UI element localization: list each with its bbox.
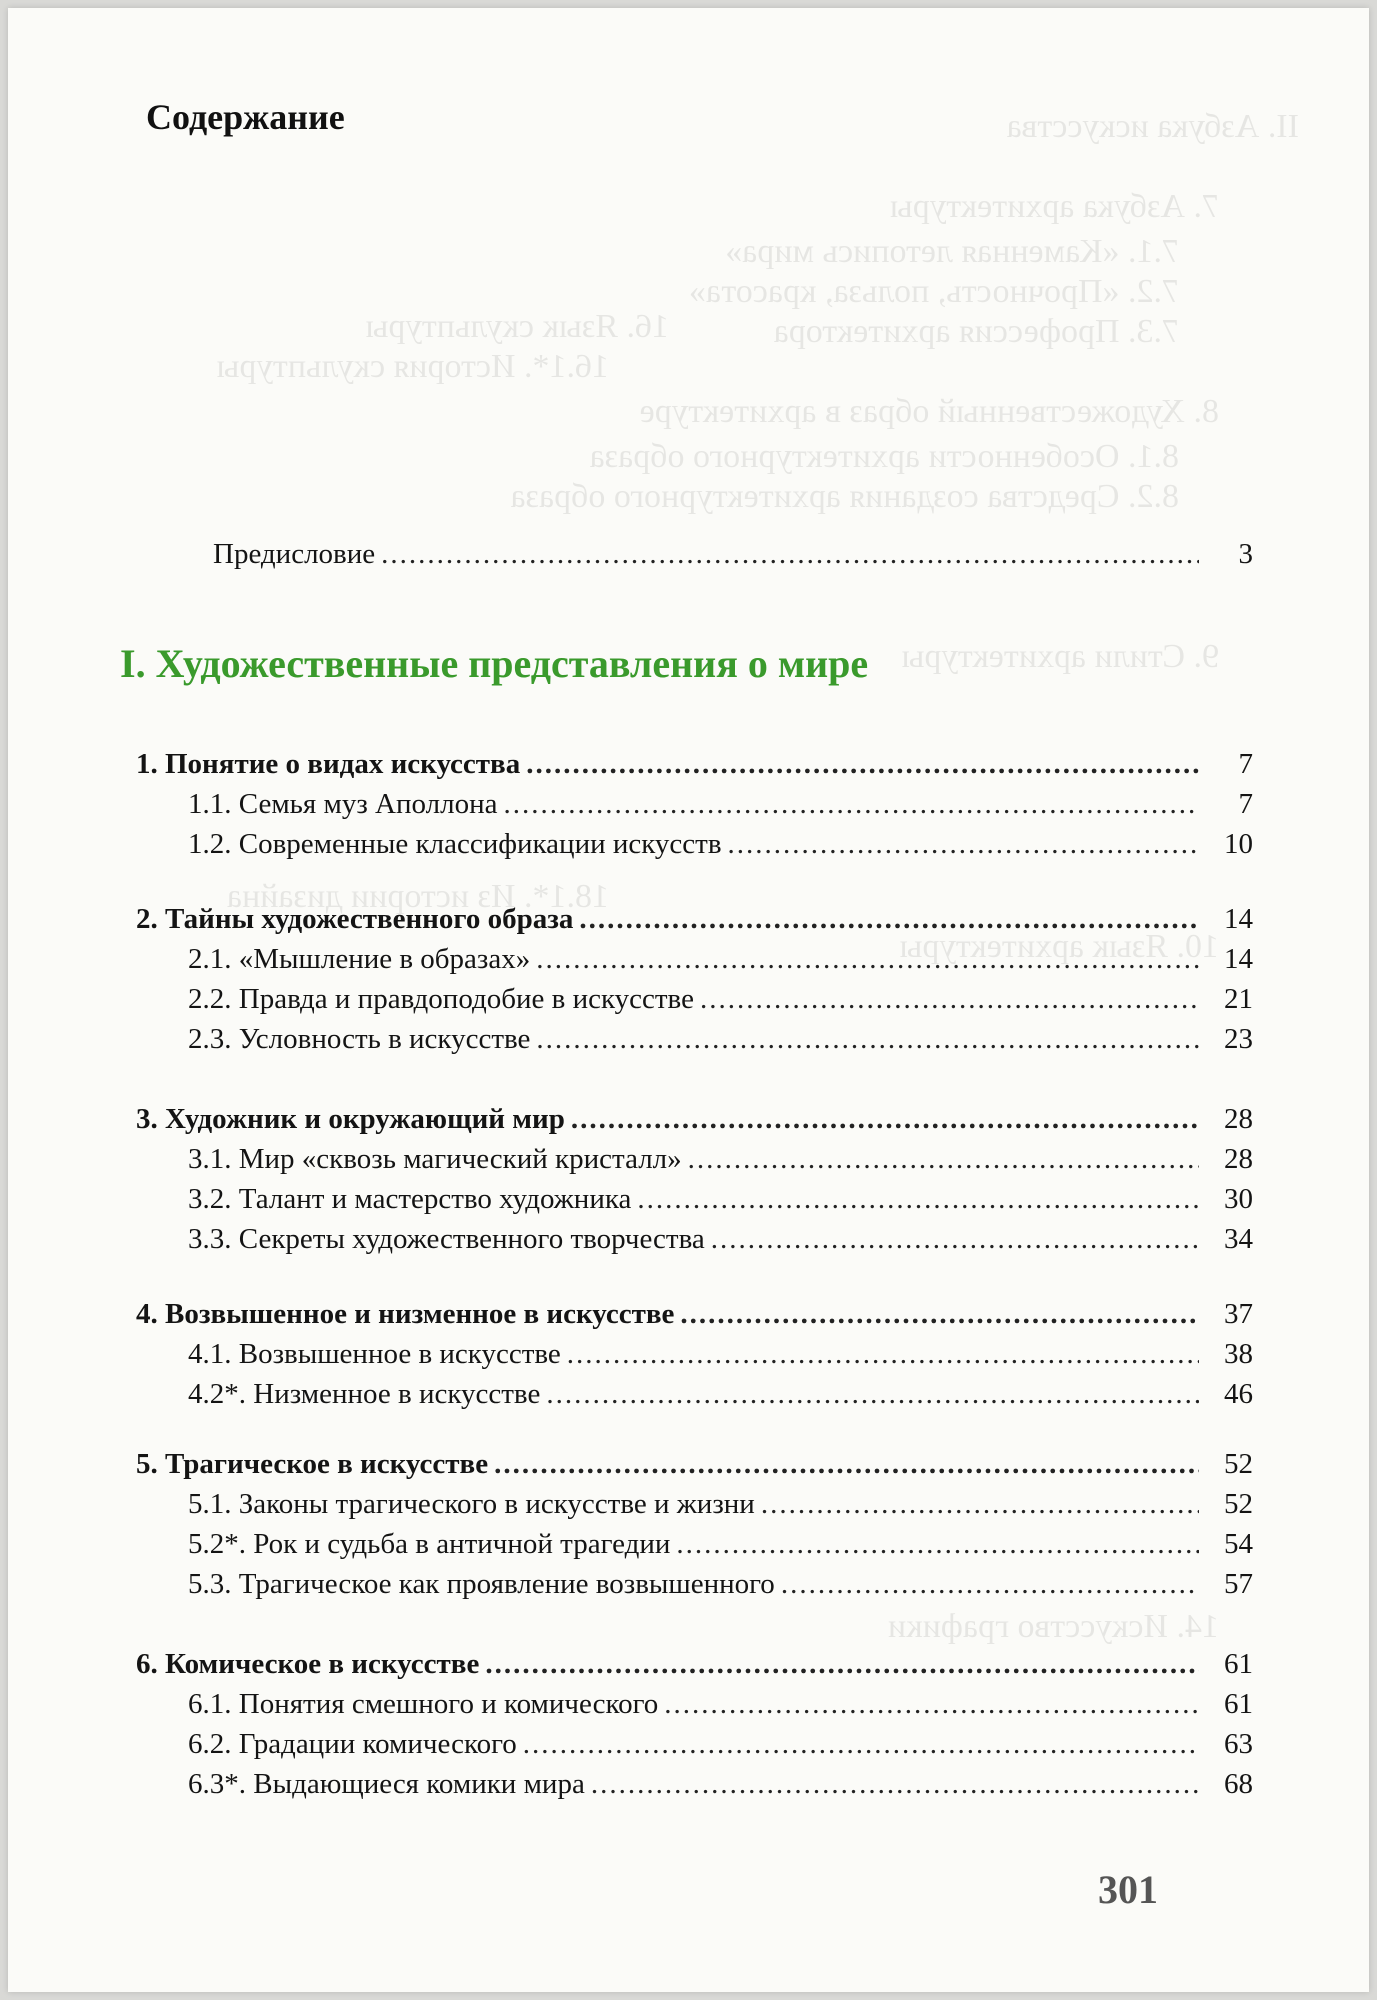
toc-chapter-title: 5. Трагическое в искусстве [136,1448,489,1480]
toc-item[interactable] [188,1143,1253,1181]
leader-dots [536,943,1199,976]
toc-item-label: 2.3. Условность в искусстве [188,1023,531,1055]
bleed-line: 18.1*. Из истории дизайна [226,878,609,915]
toc-item[interactable] [188,788,1253,826]
toc-page-number: 3 [1238,538,1253,570]
toc-page-number: 28 [1224,1143,1253,1175]
toc-chapter-title: 6. Комическое в искусстве [136,1648,480,1680]
toc-chapter-title: 4. Возвышенное и низменное в искусстве [136,1298,675,1330]
toc-item-label: 3.1. Мир «сквозь магический кристалл» [188,1143,682,1175]
leader-dots [503,788,1199,821]
toc-page-number: 61 [1224,1648,1253,1680]
toc-item-label: 6.2. Градации комического [188,1728,517,1760]
bleed-line: 7. Азбука архитектуры [889,188,1219,225]
toc-entry-preface[interactable] [213,538,1253,576]
toc-page-number: 7 [1238,788,1253,820]
leader-dots [680,1298,1199,1331]
toc-item-label: 2.2. Правда и правдоподобие в искусстве [188,983,694,1015]
toc-item-label: 5.2*. Рок и судьба в античной трагедии [188,1528,671,1560]
leader-dots [536,1023,1199,1056]
toc-page-number: 30 [1224,1183,1253,1215]
toc-item[interactable] [188,1488,1253,1526]
toc-chapter[interactable] [136,1103,1253,1141]
toc-chapter-title: 3. Художник и окружающий мир [136,1103,565,1135]
leader-dots [546,1378,1199,1411]
toc-item[interactable] [188,1338,1253,1376]
bleed-line: 14. Искусство графики [887,1608,1219,1645]
toc-page-number: 28 [1224,1103,1253,1135]
toc-page-number: 23 [1224,1023,1253,1055]
bleed-line: 8.1. Особенности архитектурного образа [589,438,1179,475]
toc-item-label: 6.1. Понятия смешного и комического [188,1688,659,1720]
toc-page-number: 46 [1224,1378,1253,1410]
toc-chapter[interactable] [136,1298,1253,1336]
toc-item[interactable] [188,983,1253,1021]
toc-chapter[interactable] [136,1648,1253,1686]
leader-dots [676,1528,1199,1561]
leader-dots [728,828,1199,861]
toc-page-number: 52 [1224,1448,1253,1480]
section-title: I. Художественные представления о мире [120,641,869,686]
toc-item[interactable] [188,1768,1253,1806]
toc-item[interactable] [188,1728,1253,1766]
leader-dots [494,1448,1199,1481]
bleed-line: II. Азбука искусства [1006,108,1299,145]
leader-dots [711,1223,1199,1256]
leader-dots [688,1143,1199,1176]
bleed-line: 9. Стили архитектуры [901,638,1219,675]
leader-dots [761,1488,1199,1521]
leader-dots [571,1103,1199,1136]
bleed-line: 7.2. «Прочность, польза, красота» [688,273,1179,310]
toc-item-label: 1.2. Современные классификации искусств [188,828,722,860]
toc-page-number: 57 [1224,1568,1253,1600]
toc-page-number: 54 [1224,1528,1253,1560]
bleed-line: 10. Язык архитектуры [899,928,1219,965]
page-title: Содержание [146,97,345,137]
toc-item[interactable] [188,1528,1253,1566]
toc-chapter[interactable] [136,903,1253,941]
toc-item[interactable] [188,1023,1253,1061]
toc-item[interactable] [188,828,1253,866]
toc-chapter-title: 2. Тайны художественного образа [136,903,574,935]
toc-page-number: 14 [1224,903,1253,935]
leader-dots [523,1728,1199,1761]
toc-page-number: 38 [1224,1338,1253,1370]
toc-item-label: 5.3. Трагическое как проявление возвышенного [188,1568,775,1600]
toc-page-number: 14 [1224,943,1253,975]
bleed-line: 8.2. Средства создания архитектурного образа [510,478,1179,515]
toc-item-label: 3.2. Талант и мастерство художника [188,1183,632,1215]
leader-dots [485,1648,1199,1681]
toc-page-number: 61 [1224,1688,1253,1720]
toc-page-number: 68 [1224,1768,1253,1800]
toc-item[interactable] [188,1378,1253,1416]
toc-item-label: 4.2*. Низменное в искусстве [188,1378,541,1410]
leader-dots [664,1688,1199,1721]
toc-page-number: 34 [1224,1223,1253,1255]
leader-dots [381,538,1199,571]
bleed-line: 16.1*. История скульптуры [216,348,609,385]
bleed-line: 8. Художественный образ в архитектуре [639,393,1219,430]
toc-page-number: 7 [1238,748,1253,780]
toc-page-number: 21 [1224,983,1253,1015]
toc-page-number: 10 [1224,828,1253,860]
toc-item-label: 2.1. «Мышление в образах» [188,943,531,975]
toc-page-number: 37 [1224,1298,1253,1330]
toc-item-label: 4.1. Возвышенное в искусстве [188,1338,561,1370]
page-number: 301 [1098,1867,1158,1912]
document-page [8,8,1369,1992]
toc-item[interactable] [188,943,1253,981]
toc-page-number: 52 [1224,1488,1253,1520]
toc-item-label: 6.3*. Выдающиеся комики мира [188,1768,585,1800]
leader-dots [700,983,1199,1016]
toc-item[interactable] [188,1568,1253,1606]
leader-dots [526,748,1199,781]
toc-item-label: 3.3. Секреты художественного творчества [188,1223,705,1255]
toc-page-number: 63 [1224,1728,1253,1760]
toc-chapter[interactable] [136,748,1253,786]
leader-dots [591,1768,1199,1801]
toc-chapter-title: 1. Понятие о видах искусства [136,748,521,780]
toc-item[interactable] [188,1223,1253,1261]
leader-dots [567,1338,1199,1371]
toc-entry-label: Предисловие [213,538,376,570]
toc-item[interactable] [188,1688,1253,1726]
toc-item-label: 5.1. Законы трагического в искусстве и жизни [188,1488,755,1520]
leader-dots [781,1568,1199,1601]
toc-item[interactable] [188,1183,1253,1221]
toc-item-label: 1.1. Семья муз Аполлона [188,788,498,820]
bleed-line: 7.1. «Каменная летопись мира» [725,233,1179,270]
toc-chapter[interactable] [136,1448,1253,1486]
bleed-line: 16. Язык скульптуры [365,308,669,345]
leader-dots [579,903,1199,936]
bleed-line: 7.3. Профессия архитектора [773,313,1179,350]
leader-dots [637,1183,1199,1216]
